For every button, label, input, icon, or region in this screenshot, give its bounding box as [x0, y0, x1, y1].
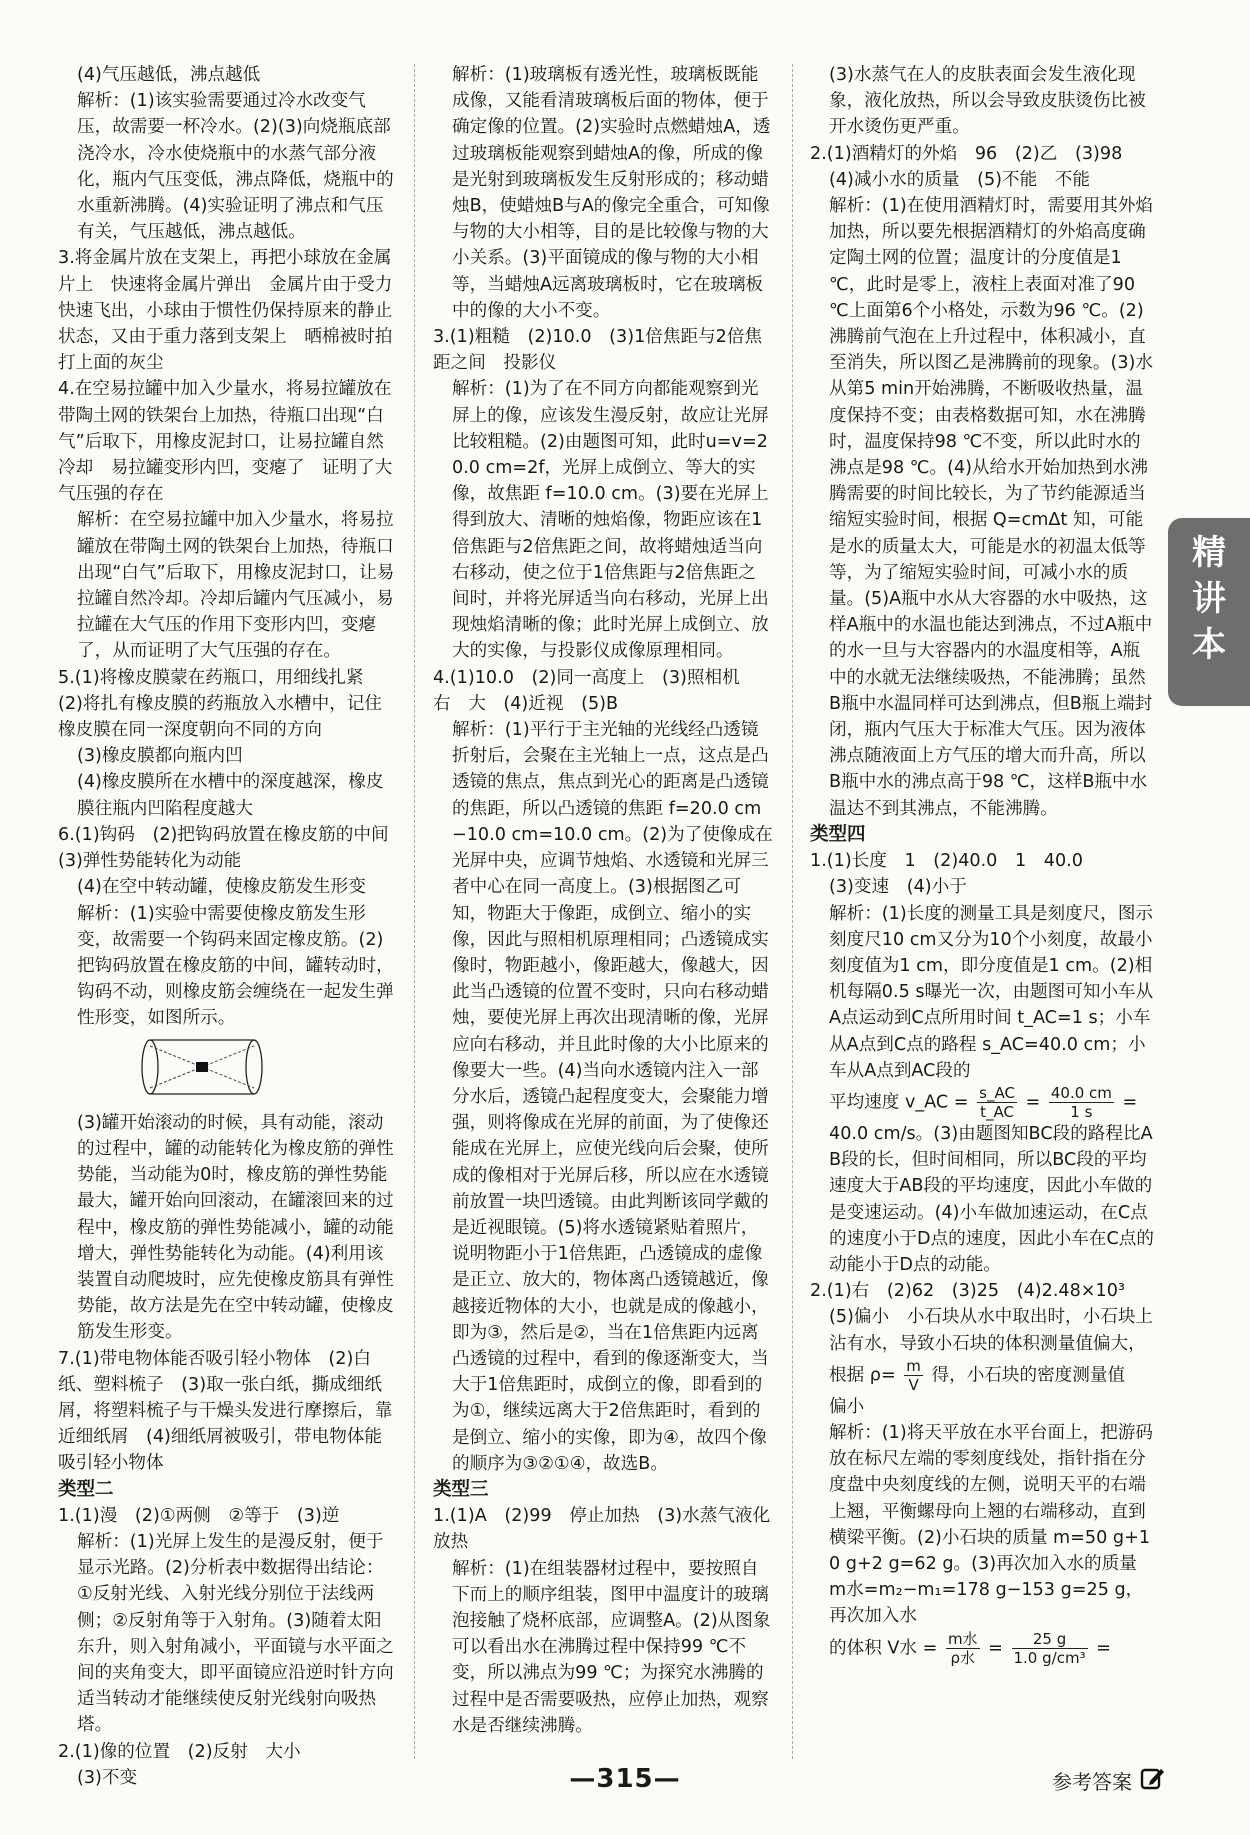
page-number: —315— [569, 1764, 681, 1794]
analysis-paragraph: 解析：(1)该实验需要通过冷水改变气压，故需要一杯冷水。(2)(3)向烧瓶底部浇冷水，冷水使烧瓶中的水蒸气部分液化，瓶内气压变低，沸点降低，烧瓶中的水重新沸腾。(4)实验证明了沸点和气压有关，气压越低，沸点越低。 [77, 91, 394, 243]
section-heading: 类型三 [433, 1478, 489, 1500]
answer-line: (3)水蒸气在人的皮肤表面会发生液化现象，液化放热，所以会导致皮肤烫伤比被开水烫伤更严重。 [829, 65, 1146, 138]
analysis-paragraph: 解析：(1)实验中需要使橡皮筋发生形变，故需要一个钩码来固定橡皮筋。(2)把钩码放置在橡皮筋的中间，罐转动时，钩码不动，则橡皮筋会缠绕在一起发生弹性形变，如图所示。 [77, 903, 394, 1029]
formula-text: 得，小石块的密度测量值 [931, 1365, 1126, 1386]
fraction-numerator: s_AC [979, 1083, 1015, 1102]
formula-text: 平均速度 v_AC = [829, 1092, 969, 1113]
question-7-answer: 7.(1)带电物体能否吸引轻小物体 (2)白纸、塑料梳子 (3)取一张白纸，撕成细纸屑，将塑料梳子与干燥头发进行摩擦后，靠近细纸屑 (4)细纸屑被吸引，带电物体能吸引轻小物体 [58, 1348, 393, 1474]
question-4-answer: 4.在空易拉罐中加入少量水，将易拉罐放在带陶土网的铁架台上加热，待瓶口出现“白气”后取下，用橡皮泥封口，让易拉罐自然冷却 易拉罐变形内凹，变瘪了 证明了大气压强的存在 [58, 379, 393, 505]
section-heading: 类型二 [58, 1478, 114, 1500]
fraction-denominator: ρ水 [950, 1648, 976, 1667]
analysis-paragraph: 解析：(1)在组装器材过程中，要按照自下而上的顺序组装，图甲中温度计的玻璃泡接触了烧杯底部，应调整A。(2)从图象可以看出水在沸腾过程中保持99 ℃不变，所以沸点为99 ℃；为探究水沸腾的过程中是否需要吸热，应停止加热，观察水是否继续沸腾。 [452, 1558, 771, 1736]
answer-line: (3)不变 [77, 1767, 138, 1788]
footer-label: 参考答案 [1052, 1770, 1132, 1794]
question-6-answer: 6.(1)钩码 (2)把钩码放置在橡皮筋的中间 (3)弹性势能转化为动能 [58, 824, 407, 872]
analysis-paragraph: 解析：(1)为了在不同方向都能观察到光屏上的像，应该发生漫反射，故应让光屏比较粗糙。(2)由题图可知，此时u=v=20.0 cm=2f，光屏上成倒立、等大的实像，故焦距 f=10.0 cm。(3)要在光屏上得到放大、清晰的烛焰像，物距应该在1倍焦距与2倍焦距之间，故将蜡烛适当向右移动，使之位于1倍焦距与2倍焦距之间时，并将光屏适当向右移动，光屏上出现烛焰清晰的像；此时光屏上成倒立、放大的实像，与投影仪成像原理相同。 [452, 379, 769, 662]
formula-text: 的体积 V水 = [829, 1638, 938, 1659]
analysis-paragraph: 解析：(1)平行于主光轴的光线经凸透镜折射后，会聚在主光轴上一点，这点是凸透镜的焦点，焦点到光心的距离是凸透镜的焦距，所以凸透镜的焦距 f=20.0 cm−10.0 cm=10.0 cm。(2)为了使像成在光屏中央，应调节烛焰、水透镜和光屏三者中心在同一高度上。(3)根据图乙可知，物距大于像距，成倒立、缩小的实像，因此与照相机原理相同；凸透镜成实像时，物距越小，像距越大，像越大，因此当凸透镜的位置不变时，只向右移动蜡烛，要使光屏上再次出现清晰的像，光屏应向右移动，并且此时像的大小比原来的像要大一些。(4)当向水透镜内注入一部分水后，透镜凸起程度变大，会聚能力增强，则将像成在光屏的前面，为了使像还能成在光屏上，应使光线向后会聚，使所成的像相对于光屏后移，所以应在水透镜前放置一块凹透镜。由此判断该同学戴的是近视眼镜。(5)将水透镜紧贴着照片，说明物距小于1倍焦距，凸透镜成的虚像是正立、放大的，物体离凸透镜越近，像越接近物体的大小，也就是成的像越小，即为③，然后是②，当在1倍焦距内远离凸透镜的过程中，看到的像逐渐变大，当大于1倍焦距时，成倒立的像，即看到的为①，继续远离大于2倍焦距时，看到的是倒立、缩小的实像，即为④，故四个像的顺序为③②①④，故选B。 [452, 720, 773, 1474]
question-1-answer: 1.(1)A (2)99 停止加热 (3)水蒸气液化放热 [433, 1506, 771, 1553]
formula-line [810, 1357, 1155, 1394]
answer-column-1 [58, 62, 407, 1791]
formula-line [810, 1630, 1155, 1667]
tab-char: 本 [1192, 625, 1226, 665]
analysis-paragraph: 解析：在空易拉罐中加入少量水，将易拉罐放在带陶土网的铁架台上加热，待瓶口出现“白气”后取下，用橡皮泥封口，让易拉罐自然冷却。冷却后罐内气压减小，易拉罐在大气压的作用下变形内凹，变瘪了，从而证明了大气压强的存在。 [77, 510, 395, 662]
question-1-answer: 1.(1)漫 (2)①两侧 ②等于 (3)逆 [58, 1505, 340, 1526]
answer-line: (5)偏小 小石块从水中取出时，小石块上沾有水，导致小石块的体积测量值偏大， [829, 1307, 1154, 1354]
equals-sign: = [1025, 1092, 1041, 1113]
analysis-paragraph: 解析：(1)将天平放在水平台面上，把游码放在标尺左端的零刻度线处，指针指在分度盘中央刻度线的左侧，说明天平的右端上翘，平衡螺母向上翘的右端移动，直到横梁平衡。(2)小石块的质量 m=50 g+10 g+2 g=62 g。(3)再次加入水的质量 m水=m₂−m₁=178 g−153 g=25 g，再次加入水 [829, 1422, 1154, 1627]
equals-sign: = [1096, 1638, 1111, 1659]
fraction-numerator: m [906, 1356, 921, 1375]
question-1-answer: 1.(1)长度 1 (2)40.0 1 40.0 [810, 851, 1083, 872]
section-side-tab [1168, 518, 1250, 706]
fraction-denominator: V [908, 1375, 919, 1394]
answer-line: (4)橡皮膜所在水槽中的深度越深，橡皮膜往瓶内凹陷程度越大 [77, 772, 384, 819]
fraction-numerator: 40.0 cm [1050, 1083, 1112, 1102]
formula-line [810, 1084, 1155, 1121]
fraction [1049, 1084, 1114, 1121]
column-divider-1 [414, 64, 415, 1759]
tab-char: 精 [1192, 533, 1226, 573]
answer-column-2 [433, 62, 773, 1739]
analysis-paragraph: 解析：(1)光屏上发生的是漫反射，便于显示光路。(2)分析表中数据得出结论：①反射光线、入射光线分别位于法线两侧；②反射角等于入射角。(3)随着太阳东升，则入射角减小，平面镜与水平面之间的夹角变大，即平面镜应沿逆时针方向适当转动才能继续使反射光线射向吸热塔。 [77, 1531, 394, 1736]
section-heading: 类型四 [810, 823, 866, 845]
answer-line: (3)变速 (4)小于 [829, 877, 967, 898]
fraction [946, 1630, 980, 1667]
question-4-answer: 4.(1)10.0 (2)同一高度上 (3)照相机 右 大 (4)近视 (5)B [433, 667, 758, 714]
analysis-paragraph: 解析：(1)在使用酒精灯时，需要用其外焰加热，所以要先根据酒精灯的外焰高度确定陶土网的位置；温度计的分度值是1 ℃，此时是零上，液柱上表面对准了90 ℃上面第6个小格处，示数为96 ℃。(2)沸腾前气泡在上升过程中，体积减小，直至消失，所以图乙是沸腾前的现象。(3)水从第5 min开始沸腾，不断吸收热量，温度保持不变；由表格数据可知，水在沸腾时，温度保持98 ℃不变，所以此时水的沸点是98 ℃。(4)从给水开始加热到水沸腾需要的时间比较长，为了节约能源适当缩短实验时间，根据 Q=cmΔt 知，可能是水的质量太大，可能是水的初温太低等等，为了缩短实验时间，可减小水的质量。(5)A瓶中水从大容器的水中吸热，这样A瓶中的水温也能达到沸点，不过A瓶中的水一旦与大容器内的水温度相等，A瓶中的水就无法继续吸热，不能沸腾；虽然B瓶中水温同样可达到沸点，但B瓶上端封闭，瓶内气压大于标准大气压。因为液体沸点随液面上方气压的增大而升高，所以B瓶中水的沸点高于98 ℃，这样B瓶中水温达不到其沸点，不能沸腾。 [829, 196, 1154, 819]
rubber-band-can-figure [138, 1036, 398, 1106]
fraction [1012, 1630, 1088, 1667]
column-divider-2 [792, 64, 793, 1759]
question-5-answer: 5.(1)将橡皮膜蒙在药瓶口，用细线扎紧 (2)将扎有橡皮膜的药瓶放入水槽中，记住橡皮膜在同一深度朝向不同的方向 [58, 667, 383, 741]
equals-sign: = [988, 1638, 1003, 1659]
answer-line: 偏小 [829, 1396, 865, 1417]
question-3-answer: 3.将金属片放在支架上，再把小球放在金属片上 快速将金属片弹出 金属片由于受力快速飞出，小球由于惯性仍保持原来的静止状态，又由于重力落到支架上 晒棉被时拍打上面的灰尘 [58, 248, 393, 374]
formula-text: 根据 ρ= [829, 1365, 896, 1386]
question-2-answer: 2.(1)右 (2)62 (3)25 (4)2.48×10³ [810, 1281, 1125, 1302]
analysis-paragraph: 解析：(1)玻璃板有透光性，玻璃板既能成像，又能看清玻璃板后面的物体，便于确定像的位置。(2)实验时点燃蜡烛A，透过玻璃板能观察到蜡烛A的像，所成的像是光射到玻璃板发生反射形成的；移动蜡烛B，使蜡烛B与A的像完全重合，可知像与物的大小相等，目的是比较像与物的大小关系。(3)平面镜成的像与物的大小相等，当蜡烛A远离玻璃板时，它在玻璃板中的像的大小不变。 [452, 65, 771, 321]
tab-char: 讲 [1192, 579, 1226, 619]
fraction [977, 1084, 1017, 1121]
analysis-paragraph: (3)罐开始滚动的时候，具有动能，滚动的过程中，罐的动能转化为橡皮筋的弹性势能，当动能为0时，橡皮筋的弹性势能最大，罐开始向回滚动，在罐滚回来的过程中，橡皮筋的弹性势能减小，罐的动能增大，弹性势能转化为动能。(4)利用该装置自动爬坡时，应先使橡皮筋具有弹性势能，故方法是先在空中转动罐，使橡皮筋发生形变。 [77, 1112, 394, 1343]
question-2-answer: 2.(1)像的位置 (2)反射 大小 [58, 1741, 301, 1762]
fraction [904, 1357, 923, 1394]
answer-line: (4)气压越低，沸点越低 [77, 65, 261, 85]
analysis-paragraph: 解析：(1)长度的测量工具是刻度尺，图示刻度尺10 cm又分为10个小刻度，故最小刻度值为1 cm，即分度值是1 cm。(2)相机每隔0.5 s曝光一次，由题图可知小车从A点运动到C点所用时间 t_AC=1 s；小车从A点到C点的路程 s_AC=40.0 cm；小车从A点到AC段的 [829, 903, 1154, 1081]
fraction-numerator: 25 g [1012, 1630, 1088, 1649]
fraction-numerator: m水 [947, 1629, 978, 1648]
footer [1052, 1765, 1166, 1796]
answer-column-3 [810, 62, 1155, 1667]
question-3-answer: 3.(1)粗糙 (2)10.0 (3)1倍焦距与2倍焦距之间 投影仪 [433, 327, 763, 374]
answer-line: (4)在空中转动罐，使橡皮筋发生形变 [77, 877, 366, 898]
answer-line: (4)减小水的质量 (5)不能 不能 [829, 169, 1090, 190]
fraction-denominator: 1.0 g/cm³ [1013, 1648, 1086, 1667]
fraction-denominator: 1 s [1070, 1102, 1093, 1121]
analysis-paragraph: 40.0 cm/s。(3)由题图知BC段的路程比AB段的长，但时间相同，所以BC段的平均速度大于AB段的平均速度，因此小车做的是变速运动。(4)小车做加速运动，在C点的速度小于D点的速度，因此小车在C点的动能小于D点的动能。 [829, 1123, 1154, 1275]
pencil-note-icon [1140, 1765, 1166, 1796]
question-2-answer: 2.(1)酒精灯的外焰 96 (2)乙 (3)98 [810, 143, 1123, 164]
answer-line: (3)橡皮膜都向瓶内凹 [77, 746, 243, 767]
fraction-denominator: t_AC [980, 1102, 1014, 1121]
equals-sign: = [1122, 1092, 1138, 1113]
